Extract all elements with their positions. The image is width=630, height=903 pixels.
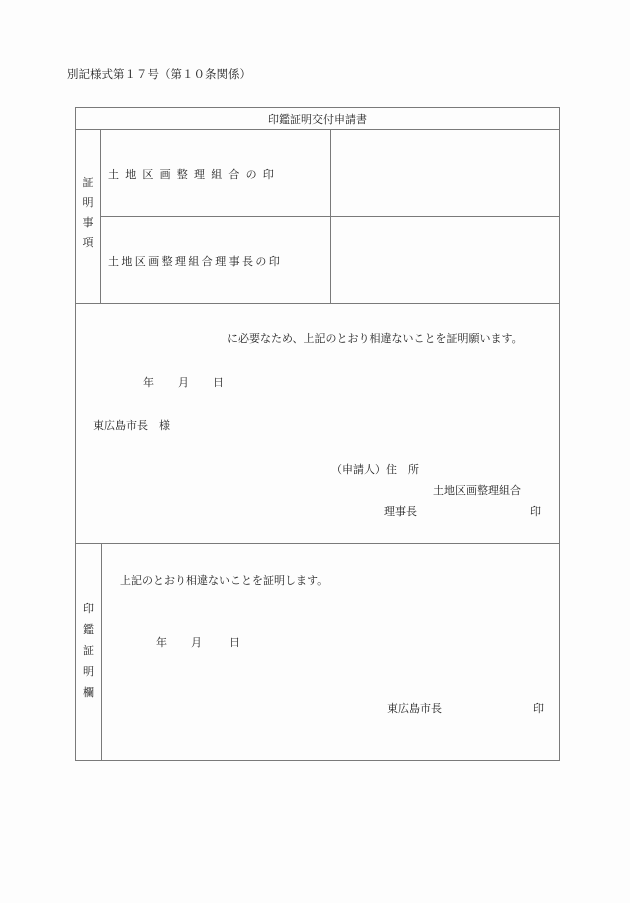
label-char: 欄 bbox=[83, 686, 94, 699]
form-number: 別記様式第１７号（第１０条関係） bbox=[67, 67, 251, 81]
certification-date-day: 日 bbox=[229, 636, 240, 649]
request-date-year: 年 bbox=[143, 376, 154, 389]
certification-items-label bbox=[76, 177, 100, 248]
request-date-month: 月 bbox=[178, 376, 189, 389]
chairman-label: 理事長 bbox=[384, 505, 417, 518]
chairman-seal-field[interactable] bbox=[331, 217, 559, 303]
request-statement: に必要なため、上記のとおり相違ないことを証明願います。 bbox=[227, 332, 523, 345]
label-char: 明 bbox=[82, 196, 94, 209]
request-purpose-field[interactable] bbox=[80, 326, 225, 342]
label-char: 事 bbox=[82, 216, 94, 229]
association-seal-label: 土地区画整理組合の印 bbox=[108, 168, 280, 181]
label-char: 明 bbox=[83, 665, 94, 678]
applicant-address-label: （申請人）住 所 bbox=[331, 463, 419, 476]
label-char: 項 bbox=[82, 236, 94, 249]
certification-date-month: 月 bbox=[191, 636, 202, 649]
certification-statement: 上記のとおり相違ないことを証明します。 bbox=[120, 574, 329, 587]
request-date-day: 日 bbox=[213, 376, 224, 389]
seal-certification-label bbox=[76, 603, 101, 698]
label-char: 鑑 bbox=[83, 623, 94, 636]
chairman-seal-label: 土地区画整理組合理事長の印 bbox=[108, 255, 283, 268]
certification-date-year: 年 bbox=[156, 636, 167, 649]
association-name-label: 土地区画整理組合 bbox=[433, 484, 521, 497]
association-seal-field[interactable] bbox=[331, 130, 559, 216]
label-char: 証 bbox=[83, 644, 94, 657]
label-char: 証 bbox=[82, 176, 94, 189]
form-title: 印鑑証明交付申請書 bbox=[268, 113, 367, 126]
mayor-seal-mark: 印 bbox=[533, 702, 544, 715]
label-char: 印 bbox=[83, 602, 94, 615]
addressee: 東広島市長 様 bbox=[93, 419, 170, 432]
mayor-label: 東広島市長 bbox=[387, 702, 442, 715]
applicant-seal-mark: 印 bbox=[530, 505, 541, 518]
